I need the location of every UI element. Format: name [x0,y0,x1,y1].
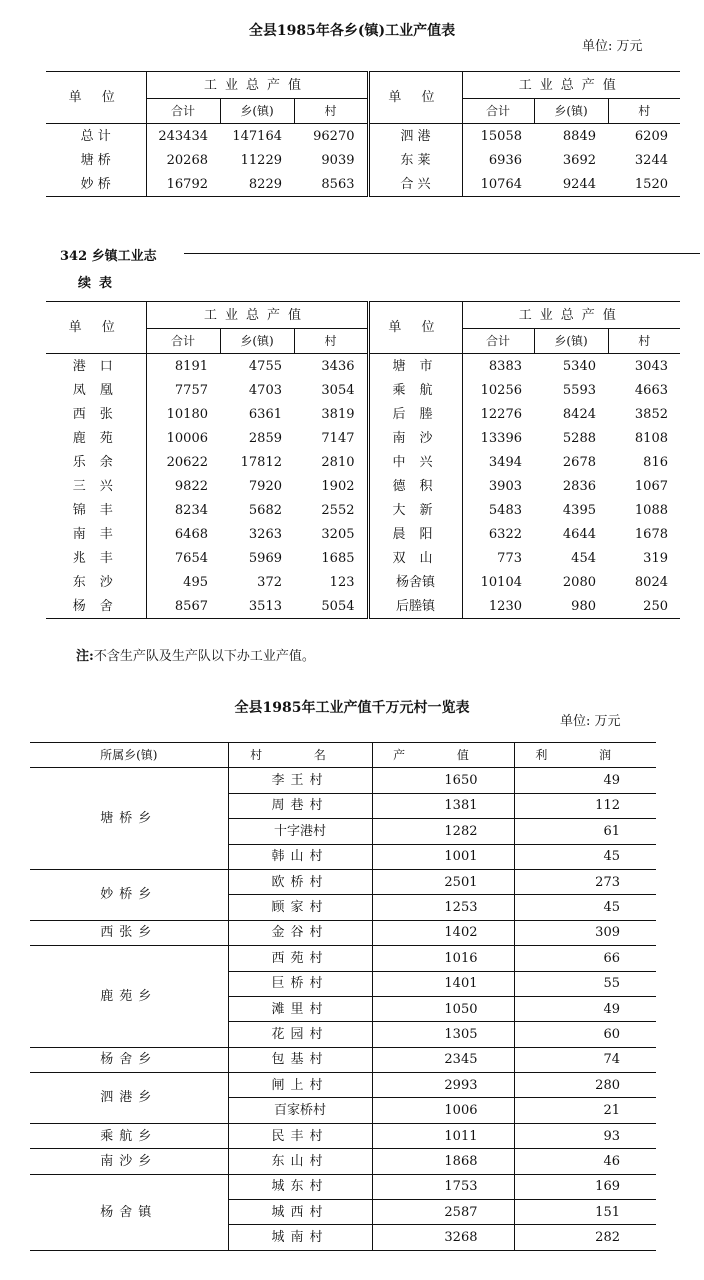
value-cell: 9244 [562,176,596,192]
unit-name-cell: 后塍 [368,402,462,426]
value-cell: 1088 [634,502,668,518]
value-cell: 5593 [562,382,596,398]
value-cell: 3494 [488,454,522,470]
value-cell: 5483 [488,502,522,518]
output-value-cell: 1381 [372,793,514,818]
village-name-cell: 花园村 [228,1022,372,1047]
value-cell: 12276 [480,406,522,422]
industrial-output-continued-table [46,301,680,619]
table-row [30,1047,656,1072]
value-cell: 1685 [294,546,368,570]
profit-value-cell: 49 [514,996,656,1021]
unit-name-cell: 南沙 [368,426,462,450]
table-row [46,426,680,450]
subheader-cell: 乡(镇) [534,329,608,354]
value-cell: 5969 [248,550,282,566]
profit-value-cell: 46 [514,1149,656,1174]
subheader-cell: 合计 [462,99,534,124]
village-name-cell: 西苑村 [228,946,372,971]
value-cell: 3043 [634,358,668,374]
table-row [30,946,656,971]
value-cell: 6209 [634,128,668,144]
value-cell: 10006 [166,430,208,446]
value-cell: 17812 [240,454,282,470]
output-value-cell: 2501 [372,869,514,894]
township-cell: 南沙乡 [30,1149,228,1174]
unit-name-cell: 中兴 [368,450,462,474]
unit-column-header: 单 位 [368,72,462,124]
page-header [60,245,700,264]
value-cell: 9822 [174,478,208,494]
value-cell: 123 [294,570,368,594]
value-cell: 4703 [248,382,282,398]
village-name-cell: 滩里村 [228,996,372,1021]
subheader-cell: 合计 [146,329,220,354]
output-value-cell: 1282 [372,819,514,844]
subheader-cell: 乡(镇) [220,99,294,124]
output-value-cell: 1253 [372,895,514,920]
value-cell: 2859 [248,430,282,446]
value-cell: 10764 [480,176,522,192]
village-output-table [30,742,656,1251]
profit-value-cell: 93 [514,1123,656,1148]
output-value-cell: 2993 [372,1073,514,1098]
table-row [30,1123,656,1148]
value-cell: 2080 [562,574,596,590]
table-row [30,920,656,945]
village-name-cell: 民丰村 [228,1123,372,1148]
value-cell: 8849 [562,128,596,144]
value-cell: 4663 [634,382,668,398]
unit-name-cell: 东沙 [46,570,146,594]
unit-name-cell: 南丰 [46,522,146,546]
header-row [30,743,656,768]
table-row [46,378,680,402]
unit-column-header: 单 位 [368,302,462,354]
village-name-cell: 周巷村 [228,793,372,818]
value-cell: 16792 [166,176,208,192]
value-cell: 1230 [488,598,522,614]
value-cell: 15058 [480,128,522,144]
unit-name-cell: 三兴 [46,474,146,498]
value-cell: 7147 [294,426,368,450]
output-value-cell: 2587 [372,1200,514,1225]
value-cell: 96270 [294,124,368,149]
footnote [76,645,315,664]
value-cell: 5288 [562,430,596,446]
unit-name-cell: 后塍镇 [368,594,462,619]
output-group-header: 工业总产值 [462,72,680,99]
village-header: 村 名 [228,743,372,768]
output-value-cell: 1753 [372,1174,514,1199]
table-row [46,474,680,498]
value-cell: 2810 [294,450,368,474]
unit-name-cell: 双山 [368,546,462,570]
value-cell: 5054 [294,594,368,619]
table3-title: 全县1985年工业产值千万元村一览表 [234,700,470,716]
unit-name-cell: 德积 [368,474,462,498]
table-row [46,522,680,546]
township-cell: 杨舍乡 [30,1047,228,1072]
unit-name-cell: 塘 桥 [46,148,146,172]
value-cell: 4755 [248,358,282,374]
table3-unit: 单位: 万元 [560,714,621,729]
unit-name-cell: 锦丰 [46,498,146,522]
output-value-cell: 3268 [372,1225,514,1250]
value-cell: 3054 [294,378,368,402]
subheader-cell: 村 [608,99,680,124]
profit-value-cell: 45 [514,844,656,869]
value-cell: 7920 [248,478,282,494]
output-value-cell: 1016 [372,946,514,971]
value-cell: 8383 [488,358,522,374]
unit-name-cell: 凤凰 [46,378,146,402]
value-cell: 3205 [294,522,368,546]
table-row [46,124,680,149]
subheader-cell: 村 [294,99,368,124]
output-value-cell: 1401 [372,971,514,996]
profit-header: 利 润 [514,743,656,768]
value-cell: 9039 [294,148,368,172]
unit-name-cell: 兆丰 [46,546,146,570]
profit-value-cell: 309 [514,920,656,945]
value-cell: 3852 [634,406,668,422]
table-row [30,1149,656,1174]
value-cell: 5682 [248,502,282,518]
table1-title: 全县1985年各乡(镇)工业产值表 [248,23,456,39]
profit-value-cell: 151 [514,1200,656,1225]
unit-name-cell: 西张 [46,402,146,426]
output-header: 产 值 [372,743,514,768]
township-cell: 妙桥乡 [30,869,228,920]
profit-value-cell: 45 [514,895,656,920]
value-cell: 2678 [562,454,596,470]
value-cell: 3513 [248,598,282,614]
subheader-cell: 乡(镇) [534,99,608,124]
unit-name-cell: 杨舍镇 [368,570,462,594]
unit-name-cell: 东 莱 [368,148,462,172]
value-cell: 372 [257,574,282,590]
value-cell: 319 [643,550,668,566]
table-row [46,354,680,379]
table-row [46,402,680,426]
output-value-cell: 1868 [372,1149,514,1174]
subheader-cell: 乡(镇) [220,329,294,354]
output-value-cell: 2345 [372,1047,514,1072]
village-name-cell: 城西村 [228,1200,372,1225]
output-value-cell: 1402 [372,920,514,945]
township-cell: 西张乡 [30,920,228,945]
value-cell: 3819 [294,402,368,426]
township-header: 所属乡(镇) [30,743,228,768]
village-name-cell: 十字港村 [228,819,372,844]
profit-value-cell: 112 [514,793,656,818]
unit-name-cell: 乘航 [368,378,462,402]
value-cell: 6936 [488,152,522,168]
village-name-cell: 金谷村 [228,920,372,945]
value-cell: 250 [643,598,668,614]
value-cell: 6361 [248,406,282,422]
output-group-header: 工业总产值 [462,302,680,329]
value-cell: 20268 [166,152,208,168]
value-cell: 6468 [174,526,208,542]
value-cell: 147164 [232,128,282,144]
value-cell: 10180 [166,406,208,422]
village-name-cell: 闸上村 [228,1073,372,1098]
header-row [46,72,680,99]
profit-value-cell: 273 [514,869,656,894]
output-value-cell: 1305 [372,1022,514,1047]
profit-value-cell: 55 [514,971,656,996]
table-row [46,498,680,522]
output-group-header: 工业总产值 [146,72,368,99]
profit-value-cell: 66 [514,946,656,971]
value-cell: 8567 [174,598,208,614]
table-row [30,1174,656,1199]
value-cell: 495 [183,574,208,590]
table-row [30,869,656,894]
township-cell: 杨舍镇 [30,1174,228,1250]
village-name-cell: 韩山村 [228,844,372,869]
value-cell: 816 [643,454,668,470]
value-cell: 3263 [248,526,282,542]
header-row [46,302,680,329]
value-cell: 1902 [294,474,368,498]
output-value-cell: 1050 [372,996,514,1021]
value-cell: 2552 [294,498,368,522]
table-row [46,450,680,474]
value-cell: 1678 [634,526,668,542]
village-name-cell: 李王村 [228,768,372,793]
profit-value-cell: 21 [514,1098,656,1123]
unit-name-cell: 大新 [368,498,462,522]
output-value-cell: 1650 [372,768,514,793]
unit-name-cell: 港口 [46,354,146,379]
footnote-text: 不含生产队及生产队以下办工业产值。 [93,649,315,664]
value-cell: 8108 [634,430,668,446]
continued-label: 续表 [78,276,121,291]
output-value-cell: 1001 [372,844,514,869]
table-row [46,570,680,594]
profit-value-cell: 61 [514,819,656,844]
unit-column-header: 单 位 [46,302,146,354]
unit-name-cell: 妙 桥 [46,172,146,197]
value-cell: 2836 [562,478,596,494]
value-cell: 3692 [562,152,596,168]
value-cell: 980 [571,598,596,614]
table-row [46,148,680,172]
value-cell: 20622 [166,454,208,470]
profit-value-cell: 282 [595,1230,620,1246]
value-cell: 5340 [562,358,596,374]
page-header-rule [184,253,700,254]
value-cell: 7654 [174,550,208,566]
value-cell: 11229 [240,152,282,168]
value-cell: 3244 [634,152,668,168]
unit-name-cell: 总 计 [46,124,146,149]
village-name-cell: 城南村 [228,1225,372,1250]
value-cell: 243434 [158,128,208,144]
unit-name-cell: 杨舍 [46,594,146,619]
subheader-cell: 合计 [146,99,220,124]
value-cell: 1067 [634,478,668,494]
village-name-cell: 包基村 [228,1047,372,1072]
village-name-cell: 巨桥村 [228,971,372,996]
township-cell: 塘桥乡 [30,768,228,870]
table-row [30,1073,656,1098]
profit-value-cell: 60 [514,1022,656,1047]
unit-name-cell: 泗 港 [368,124,462,149]
value-cell: 8563 [294,172,368,197]
village-name-cell: 欧桥村 [228,869,372,894]
value-cell: 454 [571,550,596,566]
table-row [30,768,656,793]
unit-name-cell: 鹿苑 [46,426,146,450]
profit-value-cell: 74 [514,1047,656,1072]
output-value-cell: 1006 [372,1098,514,1123]
unit-name-cell: 塘市 [368,354,462,379]
value-cell: 8424 [562,406,596,422]
output-group-header: 工业总产值 [146,302,368,329]
village-name-cell: 顾家村 [228,895,372,920]
value-cell: 4395 [562,502,596,518]
village-name-cell: 百家桥村 [228,1098,372,1123]
township-cell: 泗港乡 [30,1073,228,1124]
value-cell: 8229 [248,176,282,192]
profit-value-cell: 49 [514,768,656,793]
village-name-cell: 东山村 [228,1149,372,1174]
unit-name-cell: 晨阳 [368,522,462,546]
value-cell: 4644 [562,526,596,542]
value-cell: 10256 [480,382,522,398]
table-row [46,546,680,570]
unit-column-header: 单 位 [46,72,146,124]
unit-name-cell: 合 兴 [368,172,462,197]
subheader-cell: 村 [294,329,368,354]
page-header-text: 342 乡镇工业志 [60,249,157,264]
value-cell: 7757 [174,382,208,398]
value-cell: 6322 [488,526,522,542]
unit-name-cell: 乐余 [46,450,146,474]
subheader-cell: 村 [608,329,680,354]
value-cell: 3436 [294,354,368,379]
value-cell: 1520 [634,176,668,192]
township-cell: 鹿苑乡 [30,946,228,1048]
value-cell: 8234 [174,502,208,518]
profit-value-cell: 169 [514,1174,656,1199]
value-cell: 10104 [480,574,522,590]
table-row [46,172,680,197]
profit-value-cell: 280 [514,1073,656,1098]
table-row [46,594,680,619]
table1-unit: 单位: 万元 [582,39,643,54]
industrial-output-table [46,71,680,197]
value-cell: 8024 [634,574,668,590]
subheader-cell: 合计 [462,329,534,354]
value-cell: 13396 [480,430,522,446]
township-cell: 乘航乡 [30,1123,228,1148]
value-cell: 3903 [488,478,522,494]
value-cell: 8191 [174,358,208,374]
village-name-cell: 城东村 [228,1174,372,1199]
output-value-cell: 1011 [372,1123,514,1148]
footnote-label: 注: [76,649,94,664]
value-cell: 773 [497,550,522,566]
